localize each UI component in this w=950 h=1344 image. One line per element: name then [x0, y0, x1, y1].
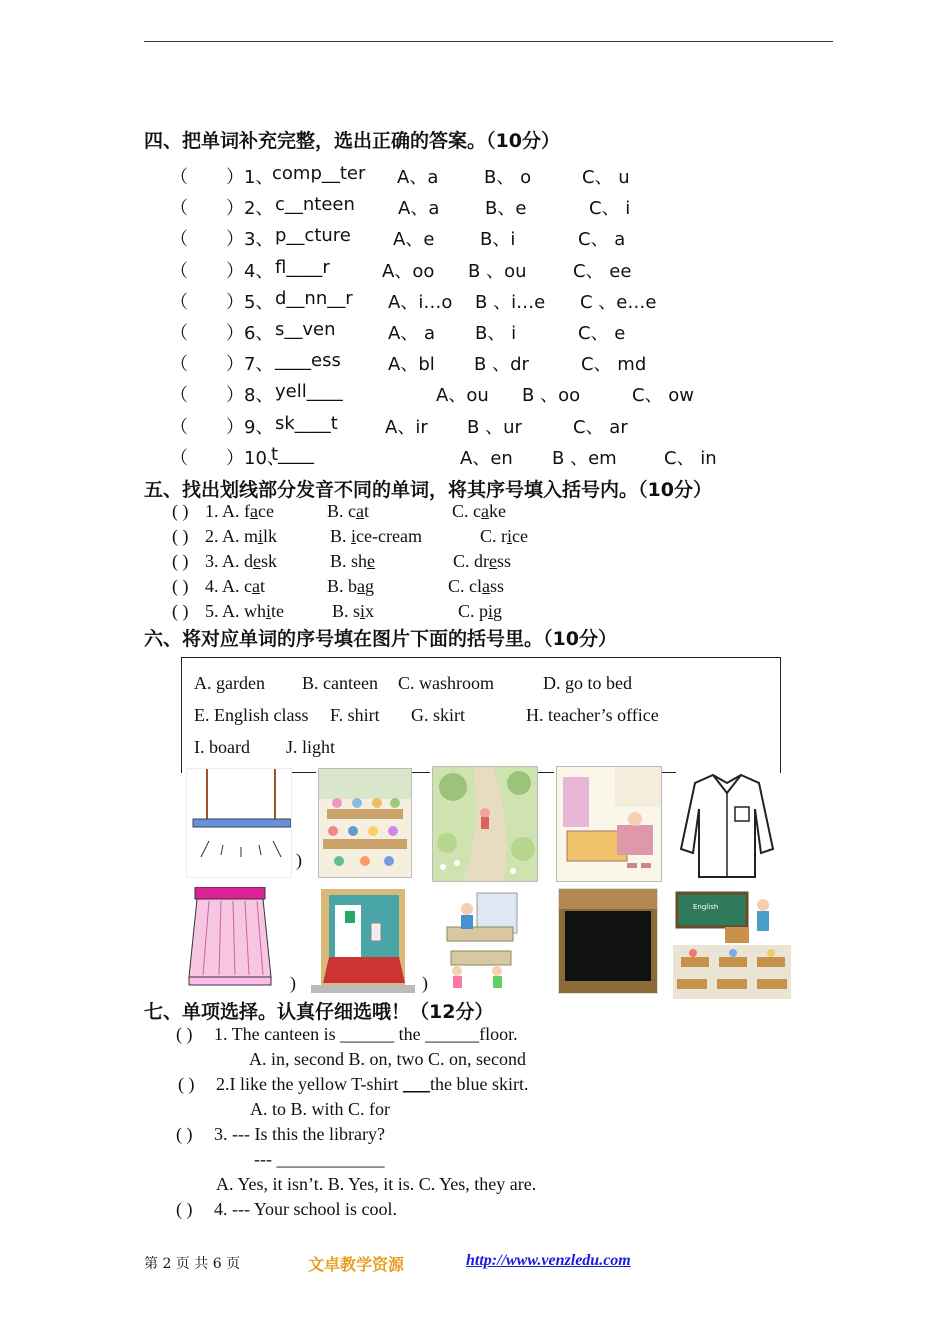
question-number: ）6、	[226, 323, 274, 344]
footer-link[interactable]: http://www.venzledu.com	[466, 1252, 631, 1269]
option-a: A. milk	[222, 526, 278, 546]
header-rule	[144, 41, 833, 42]
question-number: 1.	[205, 501, 219, 521]
garden-picture	[432, 766, 538, 882]
option-a: A、e	[393, 229, 435, 251]
option-b: B 、ou	[468, 260, 527, 282]
option-b: B、e	[485, 198, 527, 220]
answer-paren[interactable]: ( )	[172, 526, 189, 546]
question-number: 3.	[205, 551, 219, 571]
box-edge	[662, 772, 676, 773]
washroom-picture	[310, 886, 416, 996]
answer-paren-1: )	[296, 850, 302, 870]
word-j: J. light	[286, 737, 336, 757]
go-to-bed-picture	[556, 766, 662, 882]
footer-brand: 文卓教学资源	[308, 1255, 405, 1274]
answer-paren[interactable]: ( )	[172, 501, 189, 521]
option-a: A. desk	[222, 551, 278, 571]
word-b: B. canteen	[302, 673, 378, 693]
option-a: A、a	[397, 167, 439, 188]
option-b: B、 o	[484, 167, 532, 188]
option-a: A、a	[398, 198, 440, 220]
option-a: A. face	[222, 501, 274, 521]
option-c: C 、e…e	[580, 291, 657, 313]
option-b: B 、i…e	[475, 291, 546, 313]
option-c: C、 ee	[573, 260, 632, 282]
answer-paren[interactable]: （	[170, 447, 188, 469]
option-c: C、 ow	[632, 385, 695, 407]
q2-options: A. to B. with C. for	[250, 1099, 391, 1119]
answer-paren[interactable]: （	[170, 198, 188, 220]
word-blank: yell____	[275, 381, 343, 403]
word-blank: s__ven	[275, 319, 336, 340]
option-c: C. rice	[480, 526, 528, 546]
board-picture	[558, 888, 658, 994]
option-a: A、 a	[388, 323, 436, 344]
q4-text: 4. --- Your school is cool.	[214, 1199, 397, 1219]
option-b: B 、oo	[522, 385, 581, 407]
option-b: B 、ur	[467, 416, 522, 438]
q2-blank: ___	[402, 1074, 430, 1094]
word-h: H. teacher’s office	[526, 705, 659, 725]
option-a: A. white	[222, 601, 285, 621]
option-a: A、i…o	[388, 291, 453, 313]
option-c: C. class	[448, 576, 505, 596]
q1-options: A. in, second B. on, two C. on, second	[249, 1049, 526, 1069]
page-number: 第 2 页 共 6 页	[144, 1256, 241, 1272]
option-a: A、en	[460, 447, 513, 469]
word-g: G. skirt	[411, 705, 465, 725]
word-e: E. English class	[194, 705, 309, 725]
answer-paren[interactable]: ( )	[172, 601, 189, 621]
option-c: C. cake	[452, 501, 506, 521]
option-b: B. six	[332, 601, 375, 621]
word-blank: fl____r	[275, 256, 330, 278]
option-c: C、 e	[578, 323, 626, 344]
answer-paren[interactable]: ( )	[172, 551, 189, 571]
option-b: B. bag	[327, 576, 375, 596]
word-blank: comp__ter	[272, 163, 366, 184]
q1-text: 1. The canteen is ______ the ______floor.	[214, 1024, 518, 1044]
option-a: A、ou	[436, 385, 489, 407]
word-blank: ____ess	[275, 350, 341, 372]
shirt-picture	[676, 768, 778, 882]
q4-paren[interactable]: ( )	[176, 1199, 193, 1219]
word-blank: c__nteen	[275, 194, 355, 216]
section-4-title: 四、把单词补充完整，选出正确的答案。（10分）	[144, 130, 560, 152]
q2-text: 2.I like the yellow T-shirt ___the blue skirt.	[216, 1074, 529, 1094]
q1-paren[interactable]: ( )	[176, 1024, 193, 1044]
section-5-title: 五、找出划线部分发音不同的单词，将其序号填入括号内。（10分）	[144, 479, 712, 501]
q3-answer-line: --- ____________	[254, 1149, 385, 1169]
option-a: A、oo	[382, 260, 435, 282]
word-blank: d__nn__r	[275, 287, 353, 309]
light-picture	[186, 768, 292, 878]
answer-paren[interactable]: （	[170, 167, 188, 188]
option-c: C、 md	[581, 354, 647, 376]
word-c: C. washroom	[398, 673, 494, 693]
question-number: 2.	[205, 526, 219, 546]
answer-paren-3: )	[422, 973, 428, 993]
option-b: B、i	[480, 229, 516, 251]
option-a: A. cat	[222, 576, 266, 596]
option-c: C、 in	[664, 447, 717, 469]
q3-text: 3. --- Is this the library?	[214, 1124, 385, 1144]
answer-paren[interactable]: （	[170, 416, 188, 438]
question-number: 4.	[205, 576, 219, 596]
question-number: ）5、	[226, 291, 274, 313]
canteen-picture	[318, 768, 412, 878]
answer-paren[interactable]: （	[170, 260, 188, 282]
question-number: ）7、	[226, 354, 274, 376]
answer-paren[interactable]: （	[170, 229, 188, 251]
option-c: C、 u	[582, 167, 630, 188]
word-a: A. garden	[194, 673, 265, 693]
answer-paren-2: )	[290, 973, 296, 993]
word-blank: sk____t	[275, 412, 338, 434]
answer-paren[interactable]: （	[170, 323, 188, 344]
question-number: ）8、	[226, 385, 274, 407]
option-a: A、ir	[385, 416, 428, 438]
option-b: B. she	[330, 551, 376, 571]
option-c: C、 ar	[573, 416, 628, 438]
question-number: ）2、	[226, 198, 274, 220]
option-b: B. cat	[327, 501, 370, 521]
question-number: ）1、	[226, 167, 274, 188]
option-c: C. pig	[458, 601, 503, 621]
word-f: F. shirt	[330, 705, 380, 725]
box-edge	[292, 772, 316, 773]
option-c: C. dress	[453, 551, 512, 571]
skirt-picture	[186, 886, 274, 992]
option-c: C、 a	[578, 229, 626, 251]
question-number: 5.	[205, 601, 219, 621]
question-number: ）4、	[226, 260, 274, 282]
option-b: B 、em	[552, 447, 617, 469]
answer-paren[interactable]: （	[170, 291, 188, 313]
q3-paren[interactable]: ( )	[176, 1124, 193, 1144]
box-edge	[412, 772, 430, 773]
board-label: English	[693, 903, 719, 911]
q3-options: A. Yes, it isn’t. B. Yes, it is. C. Yes, they are.	[216, 1174, 537, 1194]
word-d: D. go to bed	[543, 673, 632, 693]
question-number: ）3、	[226, 229, 274, 251]
answer-paren[interactable]: （	[170, 385, 188, 407]
option-b: B. ice-cream	[330, 526, 422, 546]
word-blank: t____	[271, 443, 315, 465]
section-6-title: 六、将对应单词的序号填在图片下面的括号里。（10分）	[144, 628, 617, 650]
option-a: A、bl	[388, 354, 435, 376]
word-blank: p__cture	[275, 225, 351, 247]
option-c: C、 i	[589, 198, 631, 220]
answer-paren[interactable]: （	[170, 354, 188, 376]
teachers-office-picture	[436, 886, 524, 996]
option-b: B、 i	[475, 323, 517, 344]
box-edge	[538, 772, 554, 773]
english-class-picture	[672, 886, 792, 1000]
word-i: I. board	[194, 737, 250, 757]
section-7-title: 七、单项选择。认真仔细选哦！（12分）	[144, 1001, 494, 1023]
option-b: B 、dr	[474, 354, 529, 376]
q2-paren[interactable]: ( )	[178, 1074, 195, 1094]
answer-paren[interactable]: ( )	[172, 576, 189, 596]
question-number: ）9、	[226, 416, 274, 438]
question-number: ）10、	[226, 447, 285, 469]
